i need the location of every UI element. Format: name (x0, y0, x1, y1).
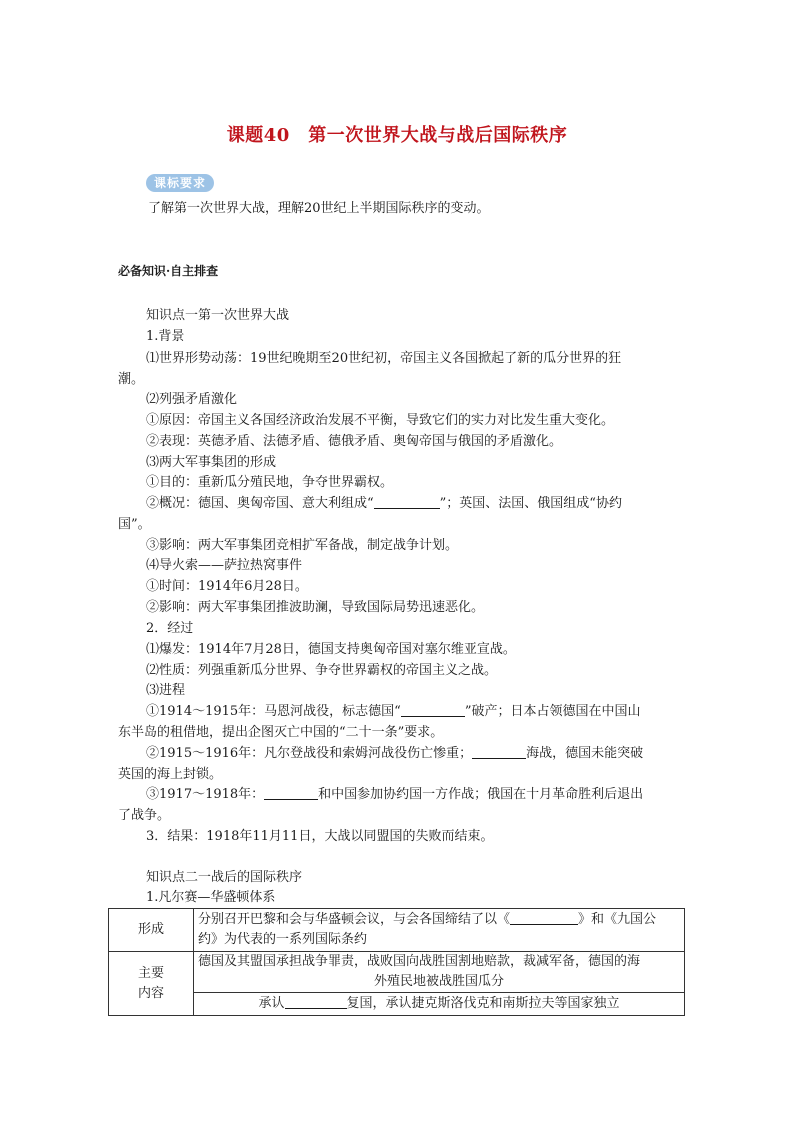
requirement-text: 了解第一次世界大战，理解20世纪上半期国际秩序的变动。 (148, 201, 490, 216)
text-segment: 分别召开巴黎和会与华盛顿会议，与会各国缔结了以《 (198, 912, 511, 927)
text-segment: ”破产；日本占领德国在中国山 (464, 704, 641, 719)
text-segment: ”；英国、法国、俄国组成“协约 (439, 496, 622, 511)
curriculum-badge: 课标要求 (146, 174, 214, 192)
table-cell (194, 952, 685, 993)
kp1-line: ⑵列强矛盾激化 (146, 392, 238, 407)
text-segment: 承认 (258, 996, 285, 1011)
table-row-header: 形成 (109, 909, 194, 952)
text-segment: ②概况：德国、奥匈帝国、意大利组成“ (146, 496, 374, 511)
kp1-line: ②表现：英德矛盾、法德矛盾、德俄矛盾、奥匈帝国与俄国的矛盾激化。 (146, 434, 563, 449)
kp1-line: ⑵性质：列强重新瓜分世界、争夺世界霸权的帝国主义之战。 (146, 663, 498, 678)
header-line: 主要 (137, 965, 164, 981)
fill-blank[interactable] (401, 702, 465, 717)
cell-line: 约》为代表的一系列国际条约 (198, 932, 368, 947)
fill-blank[interactable] (285, 994, 347, 1009)
kp1-heading: 知识点一第一次世界大战 (146, 308, 290, 323)
text-segment: 复国，承认捷克斯洛伐克和南斯拉夫等国家独立 (346, 996, 620, 1011)
kp1-line: ⑶进程 (146, 683, 186, 698)
kp1-line: ②影响：两大军事集团推波助澜，导致国际局势迅速恶化。 (146, 600, 485, 615)
kp1-line: ⑴世界形势动荡：19世纪晚期至20世纪初，帝国主义各国掀起了新的瓜分世界的狂 (146, 351, 622, 366)
cell-line: 德国及其盟国承担战争罪责，战败国向战胜国割地赔款，裁减军备，德国的海 (198, 954, 641, 969)
versailles-washington-table (108, 908, 685, 1016)
text-segment: 》和《九国公 (578, 912, 657, 927)
text-segment: ②1915～1916年：凡尔登战役和索姆河战役伤亡惨重； (146, 746, 473, 761)
kp1-line-with-blank (146, 785, 643, 805)
kp1-line-with-blank (146, 494, 622, 514)
text-segment: ③1917～1918年： (146, 787, 265, 802)
cell-line: 外殖民地被战胜国瓜分 (373, 974, 504, 989)
kp1-line: 潮。 (118, 372, 145, 387)
kp1-line: ⑶两大军事集团的形成 (146, 455, 277, 470)
kp1-line: ⑷导火索——萨拉热窝事件 (146, 558, 303, 573)
kp1-line: 国”。 (118, 517, 151, 532)
text-segment: ①1914～1915年：马恩河战役，标志德国“ (146, 704, 401, 719)
kp2-subheading: 1.凡尔赛—华盛顿体系 (146, 890, 276, 905)
fill-blank[interactable] (374, 494, 440, 509)
kp1-result: 3．结果：1918年11月11日，大战以同盟国的失败而结束。 (146, 829, 494, 844)
kp1-line: 了战争。 (118, 808, 171, 823)
table-cell (194, 909, 685, 952)
text-segment: 和中国参加协约国一方作战；俄国在十月革命胜利后退出 (318, 787, 644, 802)
section-heading: 必备知识·自主排查 (118, 264, 219, 278)
kp1-line: 东半岛的租借地，提出企图灭亡中国的“二十一条”要求。 (118, 725, 444, 740)
table-row (109, 952, 685, 993)
kp1-background: 1.背景 (146, 329, 185, 344)
kp1-line: 英国的海上封锁。 (118, 767, 223, 782)
table-row-header (109, 952, 194, 1016)
header-line: 内容 (137, 985, 164, 1001)
fill-blank[interactable] (472, 744, 526, 759)
kp1-line: ①时间：1914年6月28日。 (146, 579, 308, 594)
fill-blank[interactable] (510, 910, 578, 925)
table-row (109, 909, 685, 952)
table-row (109, 993, 685, 1016)
kp1-course: 2．经过 (146, 621, 194, 636)
page-title: 课题40 第一次世界大战与战后国际秩序 (226, 125, 568, 146)
table-cell (194, 993, 685, 1016)
kp1-line: ①原因：帝国主义各国经济政治发展不平衡，导致它们的实力对比发生重大变化。 (146, 413, 615, 428)
cell-line (198, 910, 680, 930)
fill-blank[interactable] (264, 785, 318, 800)
kp1-line-with-blank (146, 744, 643, 764)
kp1-line: ③影响：两大军事集团竞相扩军备战，制定战争计划。 (146, 538, 459, 553)
kp1-line: ⑴爆发：1914年7月28日，德国支持奥匈帝国对塞尔维亚宣战。 (146, 642, 516, 657)
kp2-heading: 知识点二一战后的国际秩序 (146, 870, 303, 885)
kp1-line-with-blank (146, 702, 640, 722)
text-segment: 海战，德国未能突破 (526, 746, 644, 761)
kp1-line: ①目的：重新瓜分殖民地，争夺世界霸权。 (146, 475, 394, 490)
